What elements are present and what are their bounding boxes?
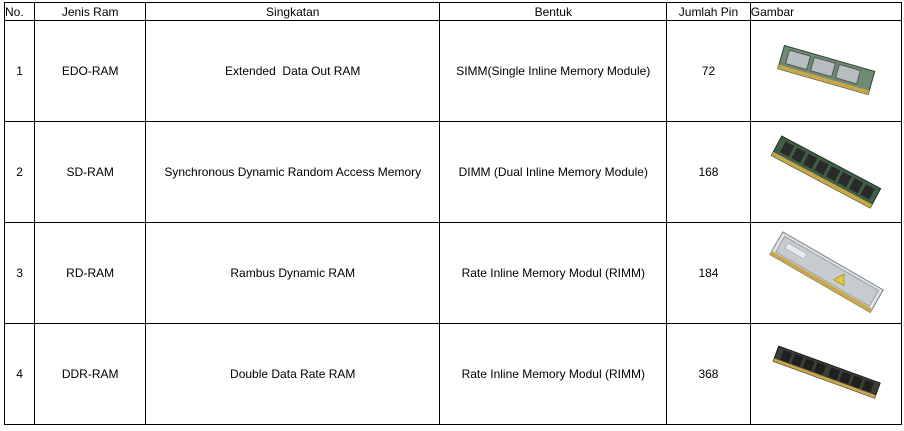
header-jumlah-pin: Jumlah Pin bbox=[667, 3, 751, 21]
cell-gambar bbox=[750, 324, 901, 425]
cell-bentuk: DIMM (Dual Inline Memory Module) bbox=[440, 122, 667, 223]
cell-singkatan: Synchronous Dynamic Random Access Memory bbox=[146, 122, 440, 223]
cell-no: 2 bbox=[5, 122, 35, 223]
cell-jumlah-pin: 184 bbox=[667, 223, 751, 324]
edo-ram-simm-module-image bbox=[771, 36, 881, 106]
ddr-ram-module-image bbox=[768, 334, 884, 414]
cell-jenis-ram: SD-RAM bbox=[35, 122, 146, 223]
table-row bbox=[5, 324, 902, 425]
header-jenis-ram: Jenis Ram bbox=[35, 3, 146, 21]
table-row bbox=[5, 122, 902, 223]
cell-bentuk: Rate Inline Memory Modul (RIMM) bbox=[440, 324, 667, 425]
cell-jenis-ram: EDO-RAM bbox=[35, 21, 146, 122]
ram-types-table bbox=[4, 2, 902, 425]
header-singkatan: Singkatan bbox=[146, 3, 440, 21]
cell-gambar bbox=[750, 223, 901, 324]
cell-no: 4 bbox=[5, 324, 35, 425]
rd-ram-rimm-module-image bbox=[764, 227, 888, 319]
header-bentuk: Bentuk bbox=[440, 3, 667, 21]
cell-gambar bbox=[750, 21, 901, 122]
cell-no: 3 bbox=[5, 223, 35, 324]
sd-ram-dimm-module-image bbox=[766, 127, 886, 217]
cell-jumlah-pin: 368 bbox=[667, 324, 751, 425]
header-gambar: Gambar bbox=[750, 3, 901, 21]
cell-singkatan: Rambus Dynamic RAM bbox=[146, 223, 440, 324]
header-no: No. bbox=[5, 3, 35, 21]
cell-gambar bbox=[750, 122, 901, 223]
table-row bbox=[5, 21, 902, 122]
cell-bentuk: SIMM(Single Inline Memory Module) bbox=[440, 21, 667, 122]
cell-jenis-ram: RD-RAM bbox=[35, 223, 146, 324]
cell-no: 1 bbox=[5, 21, 35, 122]
cell-bentuk: Rate Inline Memory Modul (RIMM) bbox=[440, 223, 667, 324]
cell-singkatan: Double Data Rate RAM bbox=[146, 324, 440, 425]
cell-jumlah-pin: 168 bbox=[667, 122, 751, 223]
table-row bbox=[5, 223, 902, 324]
cell-jumlah-pin: 72 bbox=[667, 21, 751, 122]
cell-singkatan: Extended Data Out RAM bbox=[146, 21, 440, 122]
table-header-row bbox=[5, 3, 902, 21]
cell-jenis-ram: DDR-RAM bbox=[35, 324, 146, 425]
